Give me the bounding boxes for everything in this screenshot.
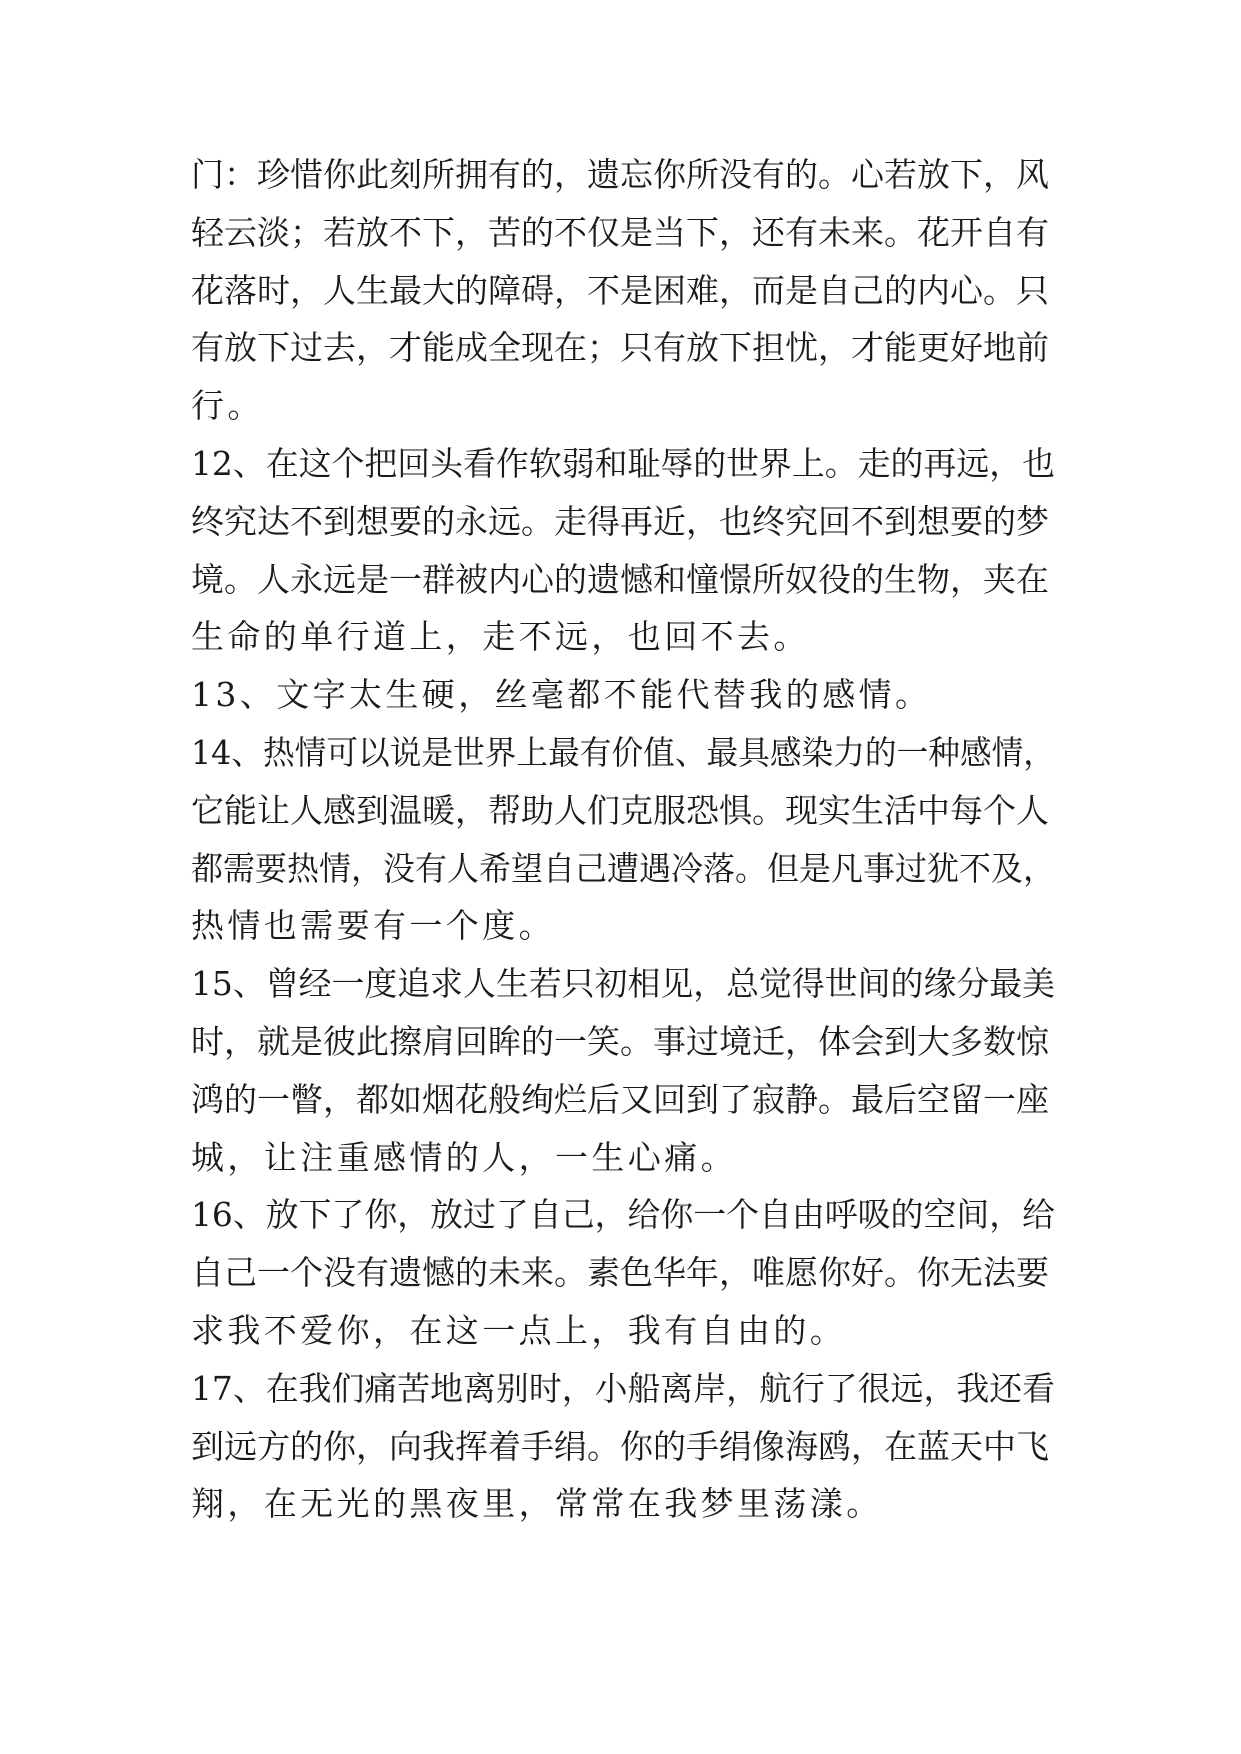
text-line: 到远方的你，向我挥着手绢。你的手绢像海鸥，在蓝天中飞 — [191, 1426, 1049, 1466]
text-line: 生命的单行道上，走不远，也回不去。 — [191, 617, 810, 657]
text-line: 时，就是彼此擦肩回眸的一笑。事过境迁，体会到大多数惊 — [191, 1021, 1049, 1061]
text-line: 12、在这个把回头看作软弱和耻辱的世界上。走的再远，也 — [191, 443, 1055, 483]
text-line: 求我不爱你，在这一点上，我有自由的。 — [191, 1310, 847, 1350]
text-line: 15、曾经一度追求人生若只初相见，总觉得世间的缘分最美 — [191, 964, 1055, 1004]
text-line: 门：珍惜你此刻所拥有的，遗忘你所没有的。心若放下，风 — [191, 155, 1049, 194]
text-line: 花落时，人生最大的障碍，不是困难，而是自己的内心。只 — [191, 270, 1049, 310]
text-line: 有放下过去，才能成全现在；只有放下担忧，才能更好地前 — [191, 328, 1049, 368]
text-line: 都需要热情，没有人希望自己遭遇冷落。但是凡事过犹不及， — [191, 848, 1055, 888]
text-line: 热情也需要有一个度。 — [191, 906, 555, 946]
text-line: 终究达不到想要的永远。走得再近，也终究回不到想要的梦 — [191, 501, 1049, 541]
text-line: 鸿的一瞥，都如烟花般绚烂后又回到了寂静。最后空留一座 — [191, 1079, 1049, 1119]
text-line: 翔，在无光的黑夜里，常常在我梦里荡漾。 — [191, 1484, 883, 1524]
text-line: 17、在我们痛苦地离别时，小船离岸，航行了很远，我还看 — [191, 1368, 1055, 1408]
text-line: 14、热情可以说是世界上最有价值、最具感染力的一种感情， — [191, 732, 1055, 772]
text-line: 它能让人感到温暖，帮助人们克服恐惧。现实生活中每个人 — [191, 790, 1049, 830]
text-line: 自己一个没有遗憾的未来。素色华年，唯愿你好。你无法要 — [191, 1253, 1049, 1293]
text-line: 13、文字太生硬，丝毫都不能代替我的感情。 — [191, 675, 932, 715]
text-line: 16、放下了你，放过了自己，给你一个自由呼吸的空间，给 — [191, 1195, 1055, 1235]
text-line: 境。人永远是一群被内心的遗憾和憧憬所奴役的生物，夹在 — [191, 559, 1049, 599]
text-line: 城，让注重感情的人，一生心痛。 — [191, 1137, 737, 1177]
document-body — [191, 146, 1055, 1533]
text-line: 行。 — [191, 386, 264, 426]
text-line: 轻云淡；若放不下，苦的不仅是当下，还有未来。花开自有 — [191, 212, 1049, 252]
